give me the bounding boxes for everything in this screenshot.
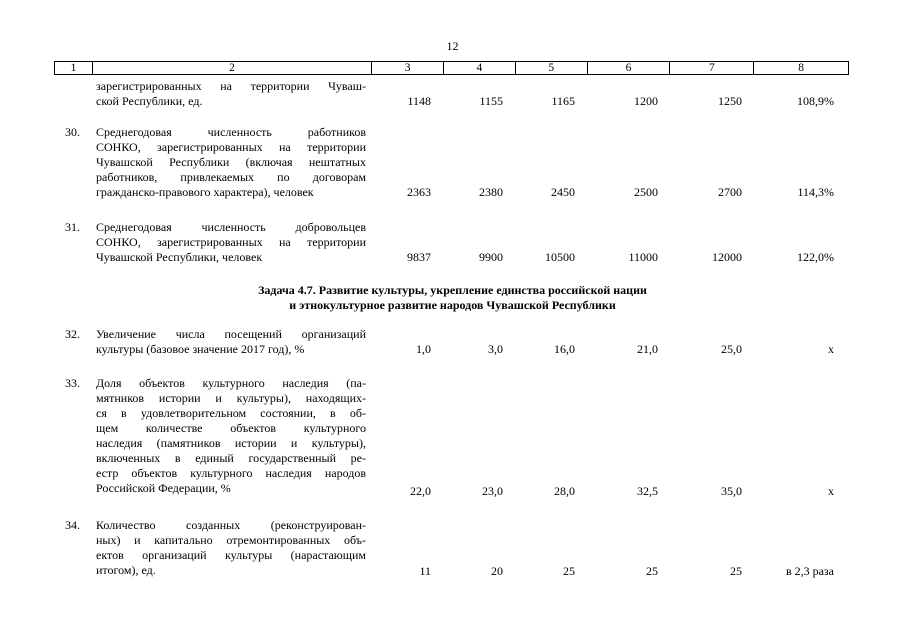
row-values: [54, 484, 849, 499]
value-col3: 11: [419, 564, 431, 578]
value-col3: 2363: [407, 185, 431, 199]
col-header-6: 6: [588, 62, 671, 74]
value-col4: 20: [491, 564, 503, 578]
task-heading-line1: Задача 4.7. Развитие культуры, укрепление единства российской нации: [258, 283, 647, 297]
desc-line: ской Республики, ед.: [96, 94, 203, 108]
row-number: 31.: [65, 220, 80, 234]
value-col3: 22,0: [410, 484, 431, 498]
row-values: [54, 342, 849, 357]
value-col7: 12000: [712, 250, 742, 264]
desc-line: Увеличение числа посещений организаций: [96, 327, 366, 341]
value-col7: 25,0: [721, 342, 742, 356]
col-header-8: 8: [798, 62, 804, 74]
value-col4: 2380: [479, 185, 503, 199]
value-col4: 1155: [479, 94, 503, 108]
task-heading-line2: и этнокультурное развитие народов Чувашской Республики: [289, 298, 616, 312]
desc-line: СОНКО, зарегистрированных на территории: [96, 235, 366, 249]
value-col8: х: [828, 484, 834, 498]
value-col4: 3,0: [488, 342, 503, 356]
row-description: [96, 376, 366, 496]
value-col7: 25: [730, 564, 742, 578]
row-values: [54, 185, 849, 200]
desc-line: наследия (памятников истории и культуры),: [96, 436, 366, 450]
value-col3: 9837: [407, 250, 431, 264]
desc-line: гражданско-правового характера), человек: [96, 185, 314, 199]
value-col5: 28,0: [554, 484, 575, 498]
row-number: 32.: [65, 327, 80, 341]
desc-line: Чувашской Республики, человек: [96, 250, 263, 264]
value-col8: х: [828, 342, 834, 356]
value-col8: 114,3%: [797, 185, 834, 199]
desc-line: ся в удовлетворительном состоянии, в об-: [96, 406, 366, 420]
desc-line: Чувашской Республики (включая нештатных: [96, 155, 366, 169]
desc-line: Среднегодовая численность работников: [96, 125, 366, 139]
value-col5: 1165: [551, 94, 575, 108]
row-values: [54, 564, 849, 579]
page-number: 12: [446, 39, 459, 53]
col-header-3: 3: [372, 62, 444, 74]
desc-line: щем количестве объектов культурного: [96, 421, 366, 435]
row-number: 33.: [65, 376, 80, 390]
value-col7: 1250: [718, 94, 742, 108]
desc-line: Среднегодовая численность добровольцев: [96, 220, 366, 234]
value-col6: 1200: [634, 94, 658, 108]
value-col4: 9900: [479, 250, 503, 264]
col-header-2: 2: [93, 62, 372, 74]
value-col6: 32,5: [637, 484, 658, 498]
row-number: 34.: [65, 518, 80, 532]
col-header-7: 7: [670, 62, 754, 74]
desc-line: работников, привлекаемых по договорам: [96, 170, 366, 184]
desc-line: мятников истории и культуры), находящих-: [96, 391, 366, 405]
value-col7: 2700: [718, 185, 742, 199]
desc-line: Российской Федерации, %: [96, 481, 231, 495]
value-col8: 108,9%: [797, 94, 834, 108]
desc-line: ектов организаций культуры (нарастающим: [96, 548, 366, 562]
desc-line: СОНКО, зарегистрированных на территории: [96, 140, 366, 154]
desc-line: включенных в единый государственный ре-: [96, 451, 366, 465]
value-col7: 35,0: [721, 484, 742, 498]
col-header-4: 4: [444, 62, 516, 74]
col-header-1: 1: [55, 62, 93, 74]
value-col5: 10500: [545, 250, 575, 264]
value-col6: 21,0: [637, 342, 658, 356]
value-col4: 23,0: [482, 484, 503, 498]
desc-line: естр объектов культурного наследия народов: [96, 466, 366, 480]
value-col6: 11000: [628, 250, 658, 264]
desc-line: культуры (базовое значение 2017 год), %: [96, 342, 305, 356]
row-values: [54, 94, 849, 109]
value-col5: 25: [563, 564, 575, 578]
value-col5: 16,0: [554, 342, 575, 356]
row-number: 30.: [65, 125, 80, 139]
value-col8: в 2,3 раза: [785, 564, 834, 578]
value-col8: 122,0%: [797, 250, 834, 264]
desc-line: ных) и капитально отремонтированных объ-: [96, 533, 366, 547]
value-col3: 1148: [407, 94, 431, 108]
desc-line: Количество созданных (реконструирован-: [96, 518, 366, 532]
desc-line: Доля объектов культурного наследия (па-: [96, 376, 366, 390]
value-col6: 25: [646, 564, 658, 578]
value-col6: 2500: [634, 185, 658, 199]
desc-line: итогом), ед.: [96, 563, 156, 577]
table-header: [54, 61, 849, 75]
desc-line: зарегистрированных на территории Чуваш-: [96, 79, 366, 93]
col-header-5: 5: [516, 62, 588, 74]
row-values: [54, 250, 849, 265]
value-col3: 1,0: [416, 342, 431, 356]
value-col5: 2450: [551, 185, 575, 199]
